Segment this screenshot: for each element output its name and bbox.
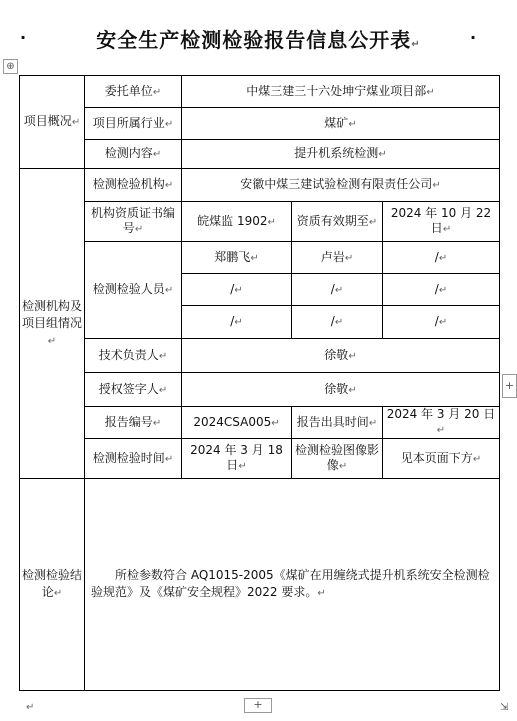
- add-row-button[interactable]: +: [244, 698, 272, 713]
- personnel-label: 检测检验人员↵: [85, 242, 182, 339]
- report-no-label: 报告编号↵: [85, 407, 182, 439]
- test-content-value: 提升机系统检测↵: [182, 140, 500, 169]
- org-label: 检测检验机构↵: [85, 169, 182, 202]
- personnel-cell: /↵: [292, 274, 383, 306]
- personnel-cell: /↵: [383, 306, 500, 339]
- tech-lead-label: 技术负责人↵: [85, 339, 182, 373]
- signer-value: 徐敬↵: [182, 373, 500, 407]
- personnel-cell: 郑鹏飞↵: [182, 242, 292, 274]
- cert-value: 皖煤监 1902↵: [182, 202, 292, 242]
- personnel-cell: /↵: [292, 306, 383, 339]
- test-time-value: 2024 年 3 月 18 日↵: [182, 439, 292, 479]
- paragraph-mark: ↵: [26, 702, 35, 713]
- report-date-label: 报告出具时间↵: [292, 407, 383, 439]
- validity-label: 资质有效期至↵: [292, 202, 383, 242]
- conclusion-text: 所检参数符合 AQ1015-2005《煤矿在用缠绕式提升机系统安全检测检验规范》及《煤矿安全规程》2022 要求。↵: [85, 479, 500, 691]
- personnel-cell: /↵: [182, 274, 292, 306]
- cert-label: 机构资质证书编号↵: [85, 202, 182, 242]
- bullet-right: ·: [470, 28, 477, 47]
- test-content-label: 检测内容↵: [85, 140, 182, 169]
- validity-value: 2024 年 10 月 22 日↵: [383, 202, 500, 242]
- org-value: 安徽中煤三建试验检测有限责任公司↵: [182, 169, 500, 202]
- personnel-cell: 卢岩↵: [292, 242, 383, 274]
- image-value: 见本页面下方↵: [383, 439, 500, 479]
- signer-label: 授权签字人↵: [85, 373, 182, 407]
- section-org-label: 检测机构及项目组情况↵: [20, 169, 85, 479]
- page-title: 安全生产检测检验报告信息公开表↵: [96, 28, 421, 52]
- report-date-value: 2024 年 3 月 20 日↵: [383, 407, 500, 439]
- add-column-button[interactable]: +: [502, 374, 517, 398]
- info-table: [19, 75, 500, 691]
- image-label: 检测检验图像影像↵: [292, 439, 383, 479]
- personnel-cell: /↵: [383, 274, 500, 306]
- client-value: 中煤三建三十六处坤宁煤业项目部↵: [182, 76, 500, 108]
- industry-label: 项目所属行业↵: [85, 108, 182, 140]
- report-no-value: 2024CSA005↵: [182, 407, 292, 439]
- client-label: 委托单位↵: [85, 76, 182, 108]
- section-conclusion-label: 检测检验结论↵: [20, 479, 85, 691]
- tech-lead-value: 徐敬↵: [182, 339, 500, 373]
- industry-value: 煤矿↵: [182, 108, 500, 140]
- section-project-overview-label: 项目概况↵: [20, 76, 85, 169]
- test-time-label: 检测检验时间↵: [85, 439, 182, 479]
- table-move-icon[interactable]: ⊕: [3, 59, 18, 74]
- personnel-cell: /↵: [182, 306, 292, 339]
- bullet-left: ·: [20, 28, 27, 47]
- personnel-cell: /↵: [383, 242, 500, 274]
- table-resize-icon[interactable]: ⇲: [500, 702, 509, 713]
